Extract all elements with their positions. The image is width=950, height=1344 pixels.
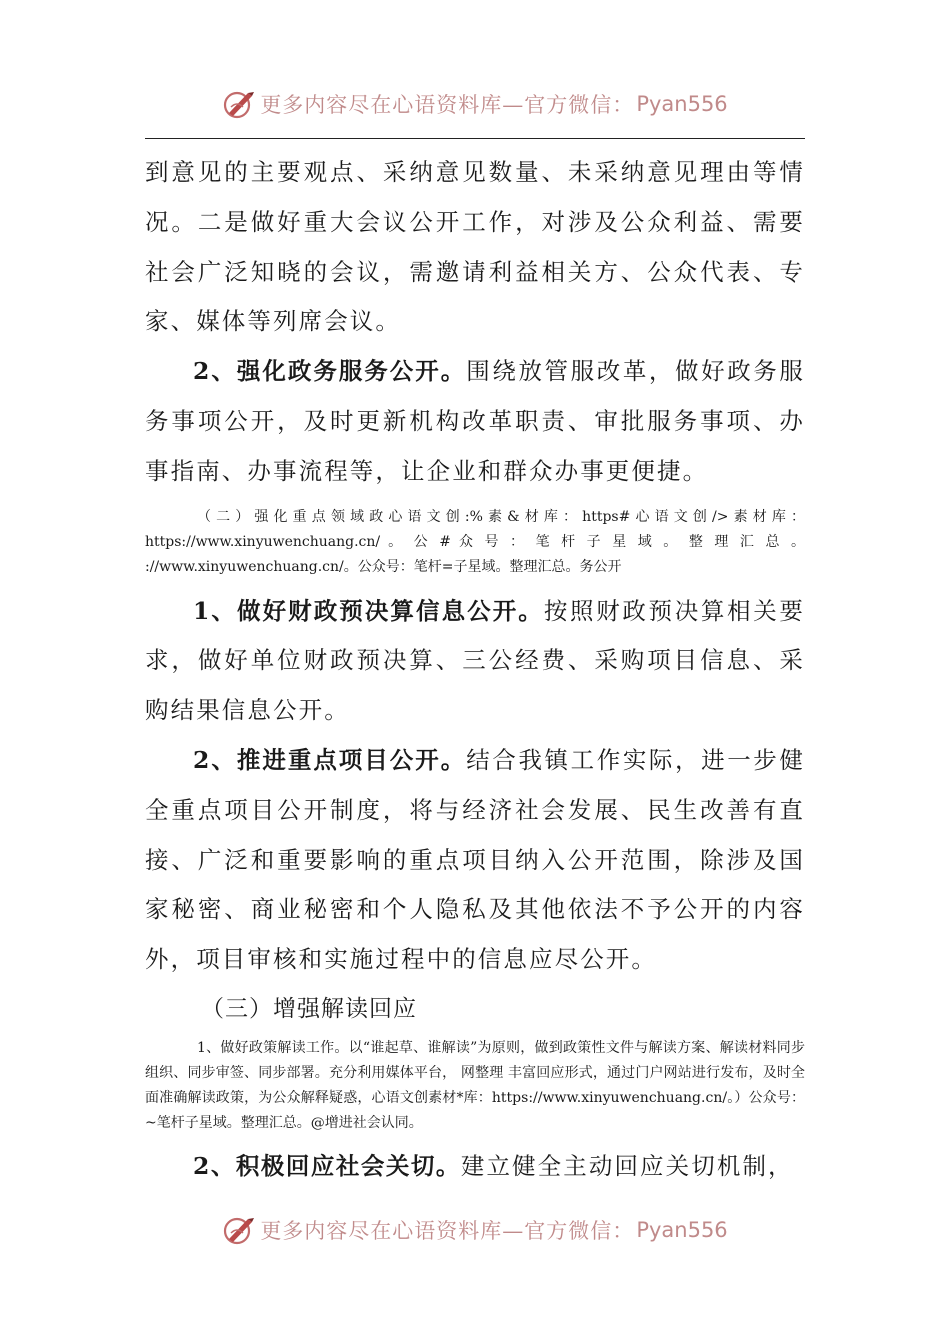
header-banner-text: 更多内容尽在心语资料库—官方微信： xyxy=(260,93,635,117)
paragraph-government-service xyxy=(145,347,805,496)
paragraph-continuation: 到意见的主要观点、采纳意见数量、未采纳意见理由等情况。二是做好重大会议公开工作，对涉及公众利益、需要社会广泛知晓的会议，需邀请利益相关方、公众代表、专家、媒体等列席会议。 xyxy=(145,158,805,336)
paragraph-key-projects xyxy=(145,736,805,985)
header-rule xyxy=(145,138,805,139)
footer-banner xyxy=(0,1210,950,1250)
paragraph-title: 1、做好财政预决算信息公开。 xyxy=(193,596,544,625)
paragraph-title: 2、强化政务服务公开。 xyxy=(193,357,467,386)
footer-banner-id: Pyan556 xyxy=(636,1218,728,1242)
paragraph-title: 2、积极回应社会关切。 xyxy=(193,1151,461,1180)
header-banner-id: Pyan556 xyxy=(636,92,728,116)
document-body xyxy=(145,148,805,1192)
paragraph-fiscal-budget xyxy=(145,587,805,736)
pen-logo-icon xyxy=(222,87,256,121)
paragraph-title: 2、推进重点项目公开。 xyxy=(193,745,467,774)
small-note-key-areas: （二）强化重点领域政心语文创:%素&材库：https#心语文创/>素材库：https://www.xinyuwenchuang.cn/ 。 公 # 众 号 ： 笔 杆 子 星 域 。 整 理 汇 总 。 ://www.xinyuwenchuang.cn/。公众号：笔杆=子星域。整理汇总。务公开 xyxy=(145,508,805,575)
pen-logo-icon xyxy=(222,1213,256,1247)
paragraph-text: 结合我镇工作实际，进一步健全重点项目公开制度，将与经济社会发展、民生改善有直接、广泛和重要影响的重点项目纳入公开范围，除涉及国家秘密、商业秘密和个人隐私及其他依法不予公开的内容外，项目审核和实施过程中的信息应尽公开。 xyxy=(145,745,805,974)
paragraph-text: 按照财政预决算相关要求，做好单位财政预决算、三公经费、采购项目信息、采购结果信息公开。 xyxy=(145,596,806,725)
section-heading-interpretation: （三）增强解读回应 xyxy=(201,995,417,1022)
paragraph-social-concerns xyxy=(145,1142,805,1192)
footer-banner-text: 更多内容尽在心语资料库—官方微信： xyxy=(260,1219,635,1243)
header-banner xyxy=(0,84,950,124)
small-note-policy-interpretation: 1、做好政策解读工作。以“谁起草、谁解读”为原则，做到政策性文件与解读方案、解读材料同步组织、同步审签、同步部署。充分利用媒体平台， 网整理 丰富回应形式，通过门户网站进行发布，及时全面准确解读政策，为公众解释疑惑，心语文创素材*库：https://www.xinyuwenchuang.cn/。）公众号：~笔杆子星域。整理汇总。@增进社会认同。 xyxy=(145,1039,805,1131)
paragraph-text: 建立健全主动回应关切机制， xyxy=(460,1151,794,1180)
paragraph-text: 围绕放管服改革，做好政务服务事项公开，及时更新机构改革职责、审批服务事项、办事指南、办事流程等，让企业和群众办事更便捷。 xyxy=(145,357,805,485)
